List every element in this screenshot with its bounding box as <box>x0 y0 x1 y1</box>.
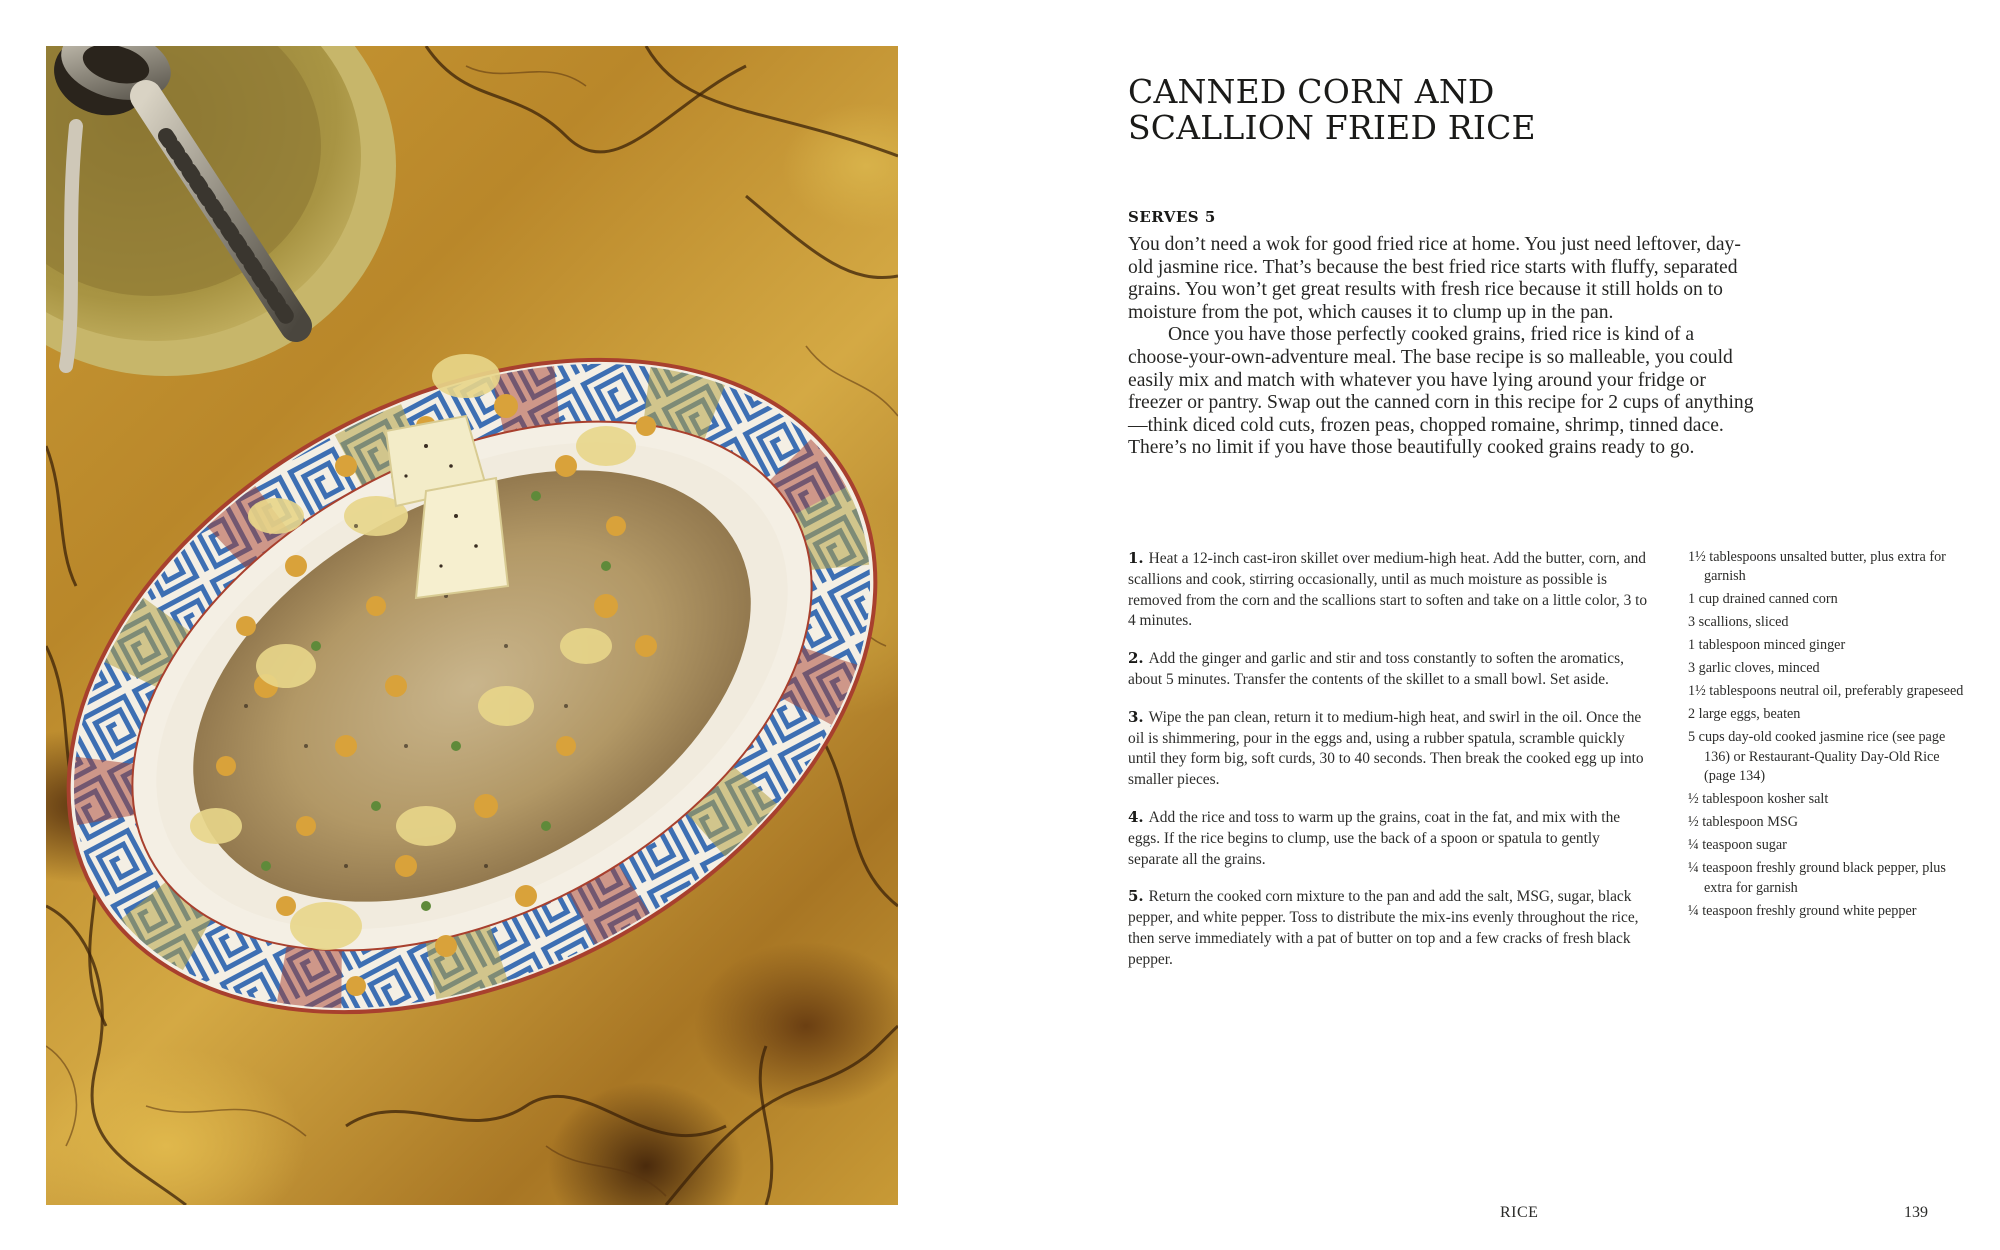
method-step-1 <box>1128 548 1648 632</box>
step-text: Return the cooked corn mixture to the pan and add the salt, MSG, sugar, black pepper, and white pepper. Toss to distribute the mix-ins evenly throughout the rice, then serve immediately with a pat of butter on top and a few cracks of fresh black pepper. <box>1128 888 1639 968</box>
recipe-title-line-1: CANNED CORN AND <box>1128 72 1495 111</box>
step-number: 5. <box>1128 887 1144 906</box>
ingredient-list <box>1688 548 1968 925</box>
recipe-title-line-2: SCALLION FRIED RICE <box>1128 108 1536 147</box>
step-number: 2. <box>1128 649 1144 668</box>
ingredient-item: 3 garlic cloves, minced <box>1688 660 1820 677</box>
headnote-paragraph-2: Once you have those perfectly cooked grains, fried rice is kind of a choose-your-own-adventure meal. The base recipe is so malleable, you could easily mix and match with whatever you have lying around your fridge or freezer or pantry. Swap out the canned corn in this recipe for 2 cups of anything—think diced cold cuts, frozen peas, chopped romaine, shrimp, tinned dace. There’s no limit if you have those beautifully cooked grains ready to go. <box>1128 324 1754 459</box>
method-step-4 <box>1128 807 1648 870</box>
serves-label: SERVES 5 <box>1128 208 1216 226</box>
fried-rice-plate-illustration <box>46 46 898 1205</box>
ingredient-item: 3 scallions, sliced <box>1688 614 1789 631</box>
step-number: 3. <box>1128 707 1144 726</box>
recipe-photo <box>46 46 898 1205</box>
step-text: Add the ginger and garlic and stir and toss constantly to soften the aromatics, about 5 minutes. Transfer the contents of the skillet to a small bowl. Set aside. <box>1128 650 1624 688</box>
ingredient-item: ¼ teaspoon sugar <box>1688 837 1787 854</box>
step-text: Add the rice and toss to warm up the grains, coat in the fat, and mix with the eggs. If the rice begins to clump, use the back of a spoon or spatula to gently separate all the grains. <box>1128 808 1621 868</box>
ingredient-item: 1½ tablespoons neutral oil, preferably grapeseed <box>1688 683 1964 700</box>
method-step-5 <box>1128 886 1648 970</box>
ingredient-item: 5 cups day-old cooked jasmine rice (see page 136) or Restaurant-Quality Day-Old Rice (page 134) <box>1688 729 1946 785</box>
recipe-title <box>1128 74 1688 146</box>
recipe-headnote <box>1128 234 1758 460</box>
step-number: 1. <box>1128 549 1144 567</box>
ingredient-item: 1½ tablespoons unsalted butter, plus extra for garnish <box>1688 549 1946 585</box>
method-step-3 <box>1128 707 1648 791</box>
method-steps <box>1128 548 1648 987</box>
page-number: 139 <box>1904 1204 1928 1221</box>
ingredient-item: 1 tablespoon minced ginger <box>1688 637 1846 654</box>
method-step-2 <box>1128 648 1648 691</box>
step-number: 4. <box>1128 807 1144 826</box>
ingredient-item: 1 cup drained canned corn <box>1688 591 1838 608</box>
ingredient-item: ½ tablespoon MSG <box>1688 814 1798 831</box>
step-text: Heat a 12-inch cast-iron skillet over medium-high heat. Add the butter, corn, and scallions and cook, stirring occasionally, until as much moisture as possible is removed from the corn and the scallions start to soften and take on a little color, 3 to 4 minutes. <box>1128 550 1648 630</box>
ingredient-item: ¼ teaspoon freshly ground white pepper <box>1688 902 1917 919</box>
ingredient-item: ¼ teaspoon freshly ground black pepper, plus extra for garnish <box>1688 860 1946 896</box>
headnote-paragraph-1: You don’t need a wok for good fried rice at home. You just need leftover, day-old jasmine rice. That’s because the best fried rice starts with fluffy, separated grains. You won’t get great results with fresh rice because it still holds on to moisture from the pot, which causes it to clump up in the pan. <box>1128 234 1741 323</box>
step-text: Wipe the pan clean, return it to medium-high heat, and swirl in the oil. Once the oil is shimmering, pour in the eggs and, using a rubber spatula, scramble quickly until they form big, soft curds, 30 to 40 seconds. Then break the cooked egg up into smaller pieces. <box>1128 708 1644 789</box>
running-footer-section: RICE <box>1500 1204 1539 1221</box>
ingredient-item: 2 large eggs, beaten <box>1688 706 1801 723</box>
ingredient-item: ½ tablespoon kosher salt <box>1688 791 1829 808</box>
